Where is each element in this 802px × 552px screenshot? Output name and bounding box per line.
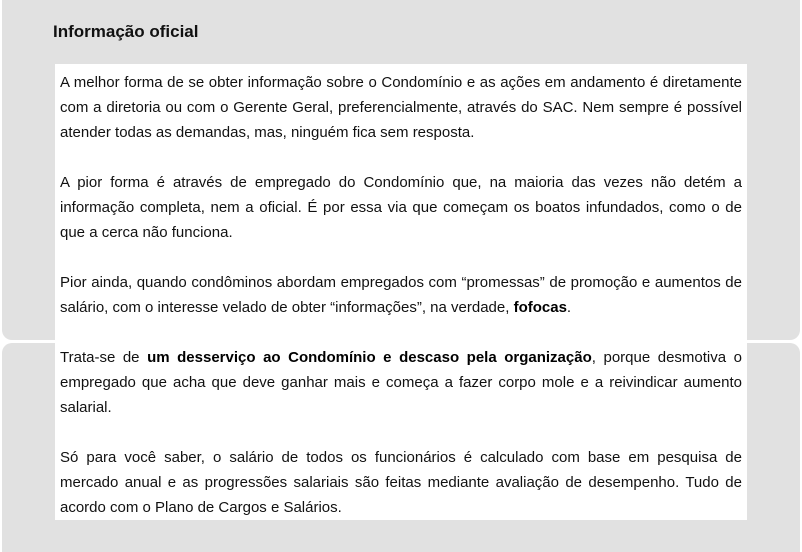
paragraph-4-start: Trata-se de (60, 349, 148, 366)
section-title: Informação oficial (53, 22, 199, 41)
paragraph-4 (60, 345, 742, 420)
paragraph-4-emphasis: um desserviço ao Condomínio e descaso pela organização (147, 349, 592, 366)
paragraph-4-text: , porque desmotiva o empregado que acha que deve ganhar mais e começa a fazer corpo mole e a reivindicar aumento salarial. (60, 349, 743, 416)
paragraph-5: Só para você saber, o salário de todos os funcionários é calculado com base em pesquisa de mercado anual e as progressões salariais são feitas mediante avaliação de desempenho. Tudo de acordo com o Plano de Cargos e Salários. (60, 449, 742, 516)
paragraph-3-text: Pior ainda, quando condôminos abordam empregados com “promessas” de promoção e aumentos de salário, com o interesse velado de obter “informações”, na verdade, (60, 274, 742, 316)
paragraph-2: A pior forma é através de empregado do Condomínio que, na maioria das vezes não detém a informação completa, nem a oficial. É por essa via que começam os boatos infundados, como o de que a cerca não funciona. (60, 174, 742, 241)
content-box (55, 64, 747, 520)
paragraph-1: A melhor forma de se obter informação sobre o Condomínio e as ações em andamento é diretamente com a diretoria ou com o Gerente Geral, preferencialmente, através do SAC. Nem sempre é possível atender todas as demandas, mas, ninguém fica sem resposta. (60, 74, 742, 141)
paragraph-3-end: . (566, 299, 572, 316)
paragraph-3-emphasis: fofocas (513, 299, 567, 316)
paragraph-3 (60, 270, 742, 320)
